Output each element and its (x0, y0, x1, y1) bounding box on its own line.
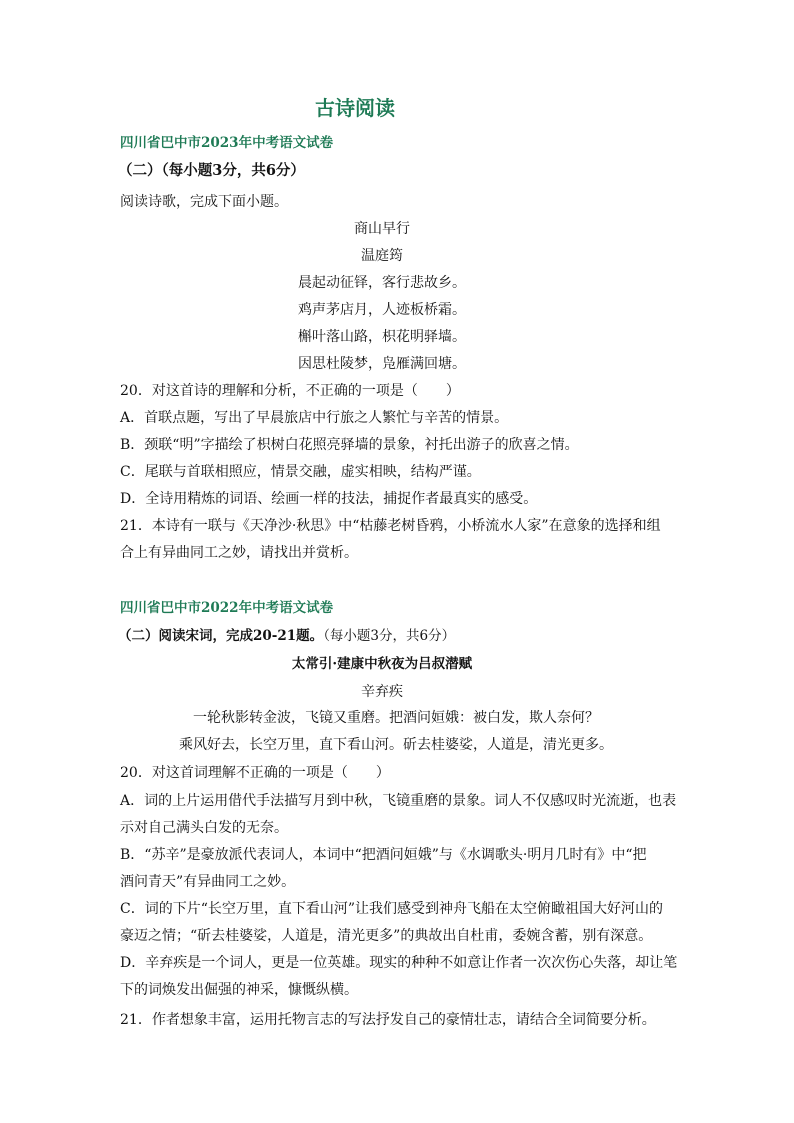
section2-part-bold: （二）阅读宋词，完成20-21题。 (118, 628, 324, 644)
question-21a-line2: 合上有异曲同工之妙，请找出并赏析。 (120, 545, 358, 561)
option-b: B．颈联“明”字描绘了枳树白花照亮驿墙的景象，衬托出游子的欣喜之情。 (120, 437, 579, 453)
option-c-line1: C．词的下片“长空万里，直下看山河”让我们感受到神舟飞船在太空俯瞰祖国大好河山的 (120, 901, 664, 917)
section1-instruction: 阅读诗歌，完成下面小题。 (120, 194, 288, 210)
section1-part-heading: （二）（每小题3分，共6分） (118, 162, 305, 179)
section2-part-heading (118, 627, 455, 645)
poem2-title: 太常引·建康中秋夜为吕叔潜赋 (291, 656, 473, 672)
section2-source: 四川省巴中市2022年中考语文试卷 (120, 600, 334, 616)
question-20a: 20．对这首诗的理解和分析，不正确的一项是（ ） (120, 383, 460, 399)
option-c: C．尾联与首联相照应，情景交融，虚实相映，结构严谨。 (120, 464, 481, 480)
option-d-line2: 下的词焕发出倔强的神采，慷慨纵横。 (120, 982, 358, 998)
poem2-line1: 一轮秋影转金波，飞镜又重磨。把酒问姮娥：被白发，欺人奈何？ (193, 710, 599, 726)
question-21b: 21．作者想象丰富，运用托物言志的写法抒发自己的豪情壮志，请结合全词简要分析。 (120, 1012, 656, 1028)
option-b-line1: B．“苏辛”是豪放派代表词人，本词中“把酒问姮娥”与《水调歌头·明月几时有》中“把 (120, 847, 647, 863)
poem1-line: 晨起动征铎，客行悲故乡。 (298, 275, 466, 291)
poem1-title: 商山早行 (354, 221, 410, 237)
option-d-line1: D．辛弃疾是一个词人，更是一位英雄。现实的种种不如意让作者一次次伤心失落，却让笔 (120, 955, 678, 971)
question-21a-line1: 21．本诗有一联与《天净沙·秋思》中“枯藤老树昏鸦，小桥流水人家”在意象的选择和组 (120, 518, 661, 534)
poem1-line: 鸡声茅店月，人迹板桥霜。 (298, 302, 466, 318)
section1-source: 四川省巴中市2023年中考语文试卷 (120, 135, 334, 151)
option-a-line1: A．词的上片运用借代手法描写月到中秋，飞镜重磨的景象。词人不仅感叹时光流逝，也表 (120, 793, 677, 809)
poem2-author: 辛弃疾 (361, 684, 403, 700)
section2-part-rest: （每小题3分，共6分） (323, 628, 456, 644)
poem1-author: 温庭筠 (361, 248, 403, 264)
poem1-line: 因思杜陵梦，凫雁满回塘。 (298, 356, 466, 372)
poem1-line: 槲叶落山路，枳花明驿墙。 (298, 329, 466, 345)
option-c-line2: 豪迈之情；“斫去桂婆娑，人道是，清光更多”的典故出自杜甫，委婉含蓄，别有深意。 (120, 928, 653, 944)
option-d: D．全诗用精炼的词语、绘画一样的技法，捕捉作者最真实的感受。 (120, 491, 538, 507)
page-title: 古诗阅读 (315, 96, 395, 120)
option-b-line2: 酒问青天”有异曲同工之妙。 (120, 874, 296, 890)
question-20b: 20．对这首词理解不正确的一项是（ ） (120, 765, 390, 781)
option-a: A．首联点题，写出了早晨旅店中行旅之人繁忙与辛苦的情景。 (120, 410, 509, 426)
poem2-line2: 乘风好去，长空万里，直下看山河。斫去桂婆娑，人道是，清光更多。 (179, 737, 613, 753)
option-a-line2: 示对自己满头白发的无奈。 (120, 820, 288, 836)
